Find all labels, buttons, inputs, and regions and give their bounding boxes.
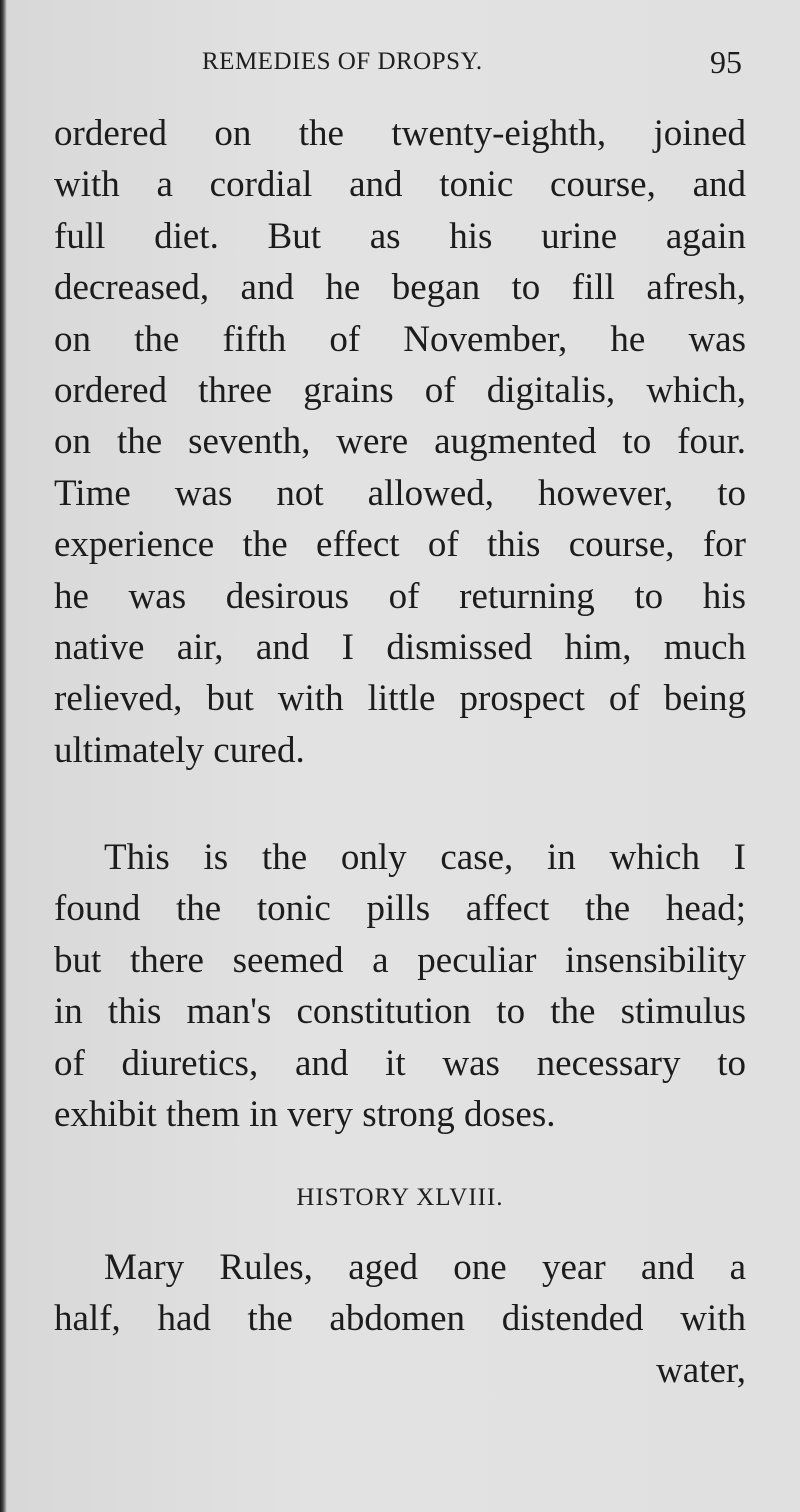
- text-line: on the seventh, were augmented to four.: [54, 421, 746, 463]
- text-line: relieved, but with little prospect of being: [54, 678, 746, 720]
- paragraph-3: [54, 1242, 746, 1396]
- catchword: water,: [656, 1349, 746, 1391]
- text-line: half, had the abdomen distended with: [54, 1298, 746, 1340]
- text-line: decreased, and he began to fill afresh,: [54, 267, 746, 309]
- text-line: on the fifth of November, he was: [54, 318, 746, 360]
- text-line: with a cordial and tonic course, and: [54, 164, 746, 206]
- text-line: he was desirous of returning to his: [54, 575, 746, 617]
- text-line: native air, and I dismissed him, much: [54, 627, 746, 669]
- text-line: of diuretics, and it was necessary to: [54, 1042, 746, 1084]
- page-number: 95: [710, 44, 742, 80]
- paragraph-1: [54, 108, 746, 776]
- text-line: full diet. But as his urine again: [54, 215, 746, 257]
- text-line: Time was not allowed, however, to: [54, 472, 746, 514]
- text-line: exhibit them in very strong doses.: [54, 1094, 556, 1136]
- text-line: experience the effect of this course, for: [54, 524, 746, 566]
- paragraph-2: [54, 832, 746, 1140]
- section-heading: HISTORY XLVIII.: [296, 1184, 504, 1211]
- text-line: ordered on the twenty-eighth, joined: [54, 113, 746, 154]
- running-title: REMEDIES OF DROPSY.: [202, 48, 483, 75]
- text-line: ultimately cured.: [54, 729, 305, 771]
- text-line: This is the only case, in which I: [104, 837, 746, 878]
- text-line: but there seemed a peculiar insensibility: [54, 939, 746, 981]
- text-line: found the tonic pills affect the head;: [54, 888, 746, 930]
- text-line: in this man's constitution to the stimulus: [54, 991, 746, 1033]
- page-header: [52, 44, 744, 84]
- text-line: ordered three grains of digitalis, which,: [54, 370, 746, 412]
- text-line: Mary Rules, aged one year and a: [104, 1247, 746, 1288]
